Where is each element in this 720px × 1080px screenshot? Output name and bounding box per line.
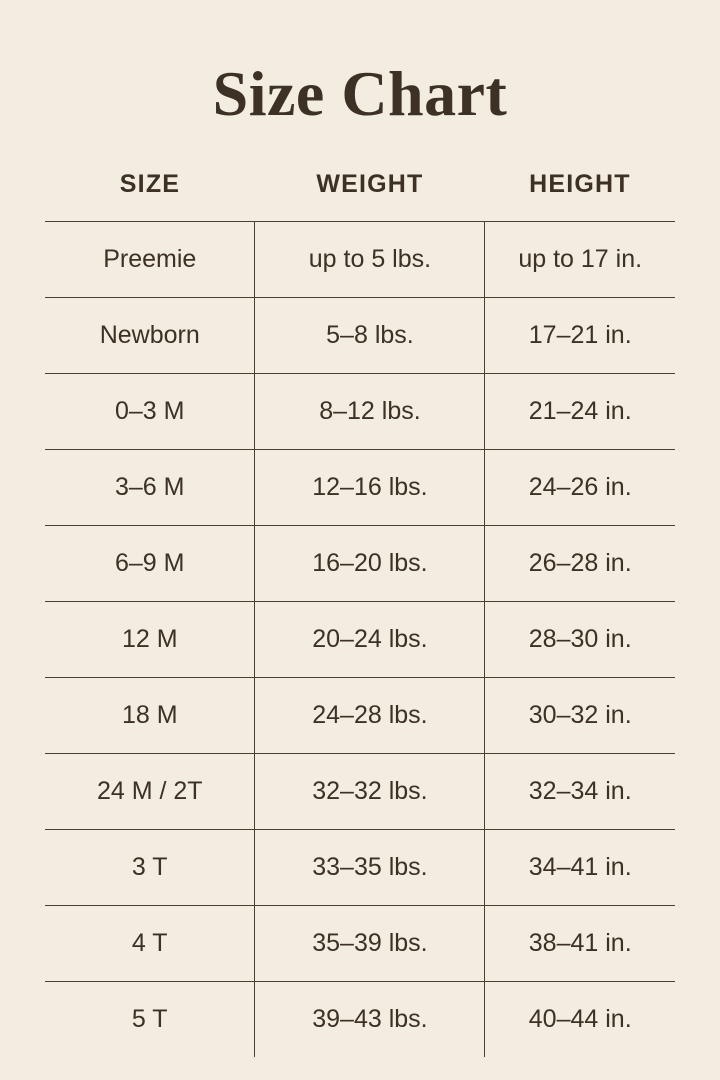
cell-size: 6–9 M: [45, 526, 255, 602]
cell-weight: 12–16 lbs.: [255, 450, 485, 526]
cell-height: 34–41 in.: [485, 830, 675, 906]
table-header: [45, 170, 675, 222]
cell-size: 24 M / 2T: [45, 754, 255, 830]
cell-size: Preemie: [45, 222, 255, 298]
cell-height: 21–24 in.: [485, 374, 675, 450]
table-row: [45, 222, 675, 298]
table-header-row: [45, 170, 675, 222]
table-row: [45, 450, 675, 526]
table-row: [45, 754, 675, 830]
cell-weight: 16–20 lbs.: [255, 526, 485, 602]
page-title: Size Chart: [212, 58, 508, 129]
cell-weight: 35–39 lbs.: [255, 906, 485, 982]
table-row: [45, 906, 675, 982]
table-row: [45, 982, 675, 1058]
cell-height: 24–26 in.: [485, 450, 675, 526]
cell-weight: 5–8 lbs.: [255, 298, 485, 374]
cell-height: 17–21 in.: [485, 298, 675, 374]
cell-height: up to 17 in.: [485, 222, 675, 298]
cell-size: 3 T: [45, 830, 255, 906]
cell-height: 40–44 in.: [485, 982, 675, 1058]
cell-height: 26–28 in.: [485, 526, 675, 602]
column-header-weight: WEIGHT: [316, 170, 424, 198]
cell-size: 4 T: [45, 906, 255, 982]
cell-size: 12 M: [45, 602, 255, 678]
cell-size: 18 M: [45, 678, 255, 754]
cell-height: 30–32 in.: [485, 678, 675, 754]
cell-height: 32–34 in.: [485, 754, 675, 830]
cell-size: 3–6 M: [45, 450, 255, 526]
table-row: [45, 526, 675, 602]
table-row: [45, 602, 675, 678]
table-row: [45, 298, 675, 374]
column-header-size: SIZE: [119, 170, 181, 198]
column-header-height: HEIGHT: [529, 170, 631, 198]
table-row: [45, 830, 675, 906]
cell-weight: 8–12 lbs.: [255, 374, 485, 450]
cell-size: Newborn: [45, 298, 255, 374]
cell-weight: 33–35 lbs.: [255, 830, 485, 906]
cell-weight: 32–32 lbs.: [255, 754, 485, 830]
cell-height: 38–41 in.: [485, 906, 675, 982]
table-row: [45, 678, 675, 754]
table-body: [45, 222, 675, 1058]
size-chart-table: [45, 170, 675, 1057]
cell-weight: 20–24 lbs.: [255, 602, 485, 678]
cell-size: 0–3 M: [45, 374, 255, 450]
cell-weight: 39–43 lbs.: [255, 982, 485, 1058]
cell-height: 28–30 in.: [485, 602, 675, 678]
table-row: [45, 374, 675, 450]
cell-weight: 24–28 lbs.: [255, 678, 485, 754]
cell-weight: up to 5 lbs.: [255, 222, 485, 298]
cell-size: 5 T: [45, 982, 255, 1058]
size-chart-table-wrapper: [45, 126, 675, 1057]
